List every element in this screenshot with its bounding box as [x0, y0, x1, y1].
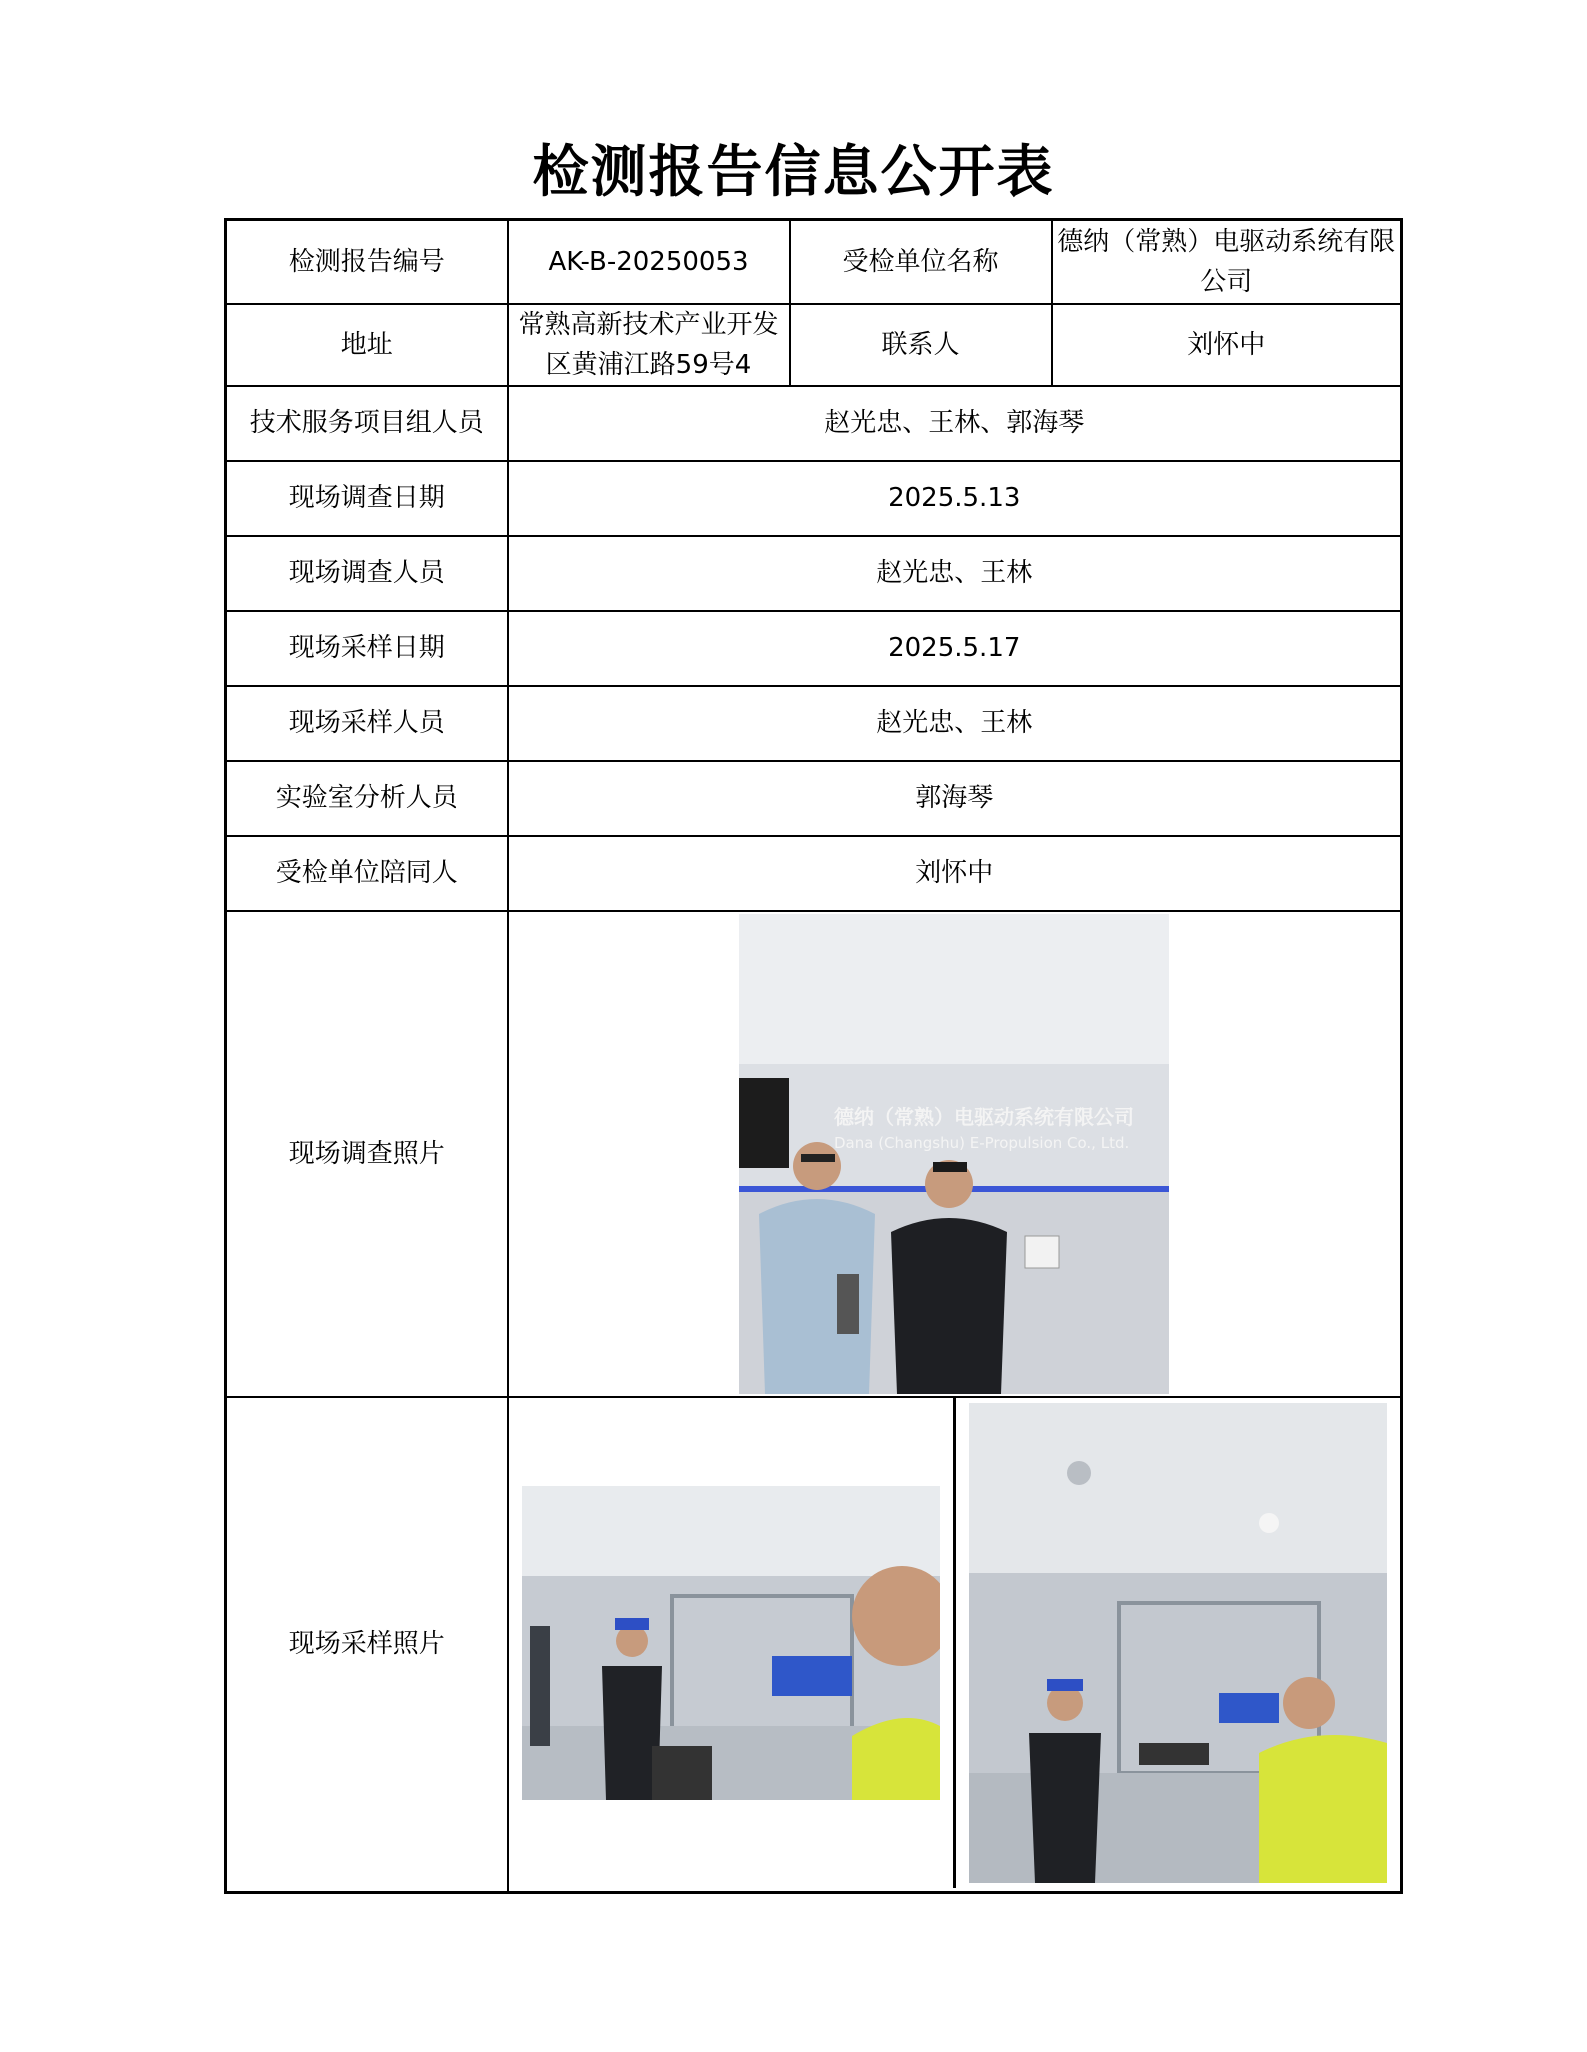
survey-photo: [739, 914, 1169, 1394]
survey-date-value: 2025.5.13: [508, 461, 1402, 536]
sampling-date-value: 2025.5.17: [508, 611, 1402, 686]
table-row: [226, 686, 1402, 761]
sampling-photo-cell: [508, 1397, 1402, 1893]
table-row: [226, 836, 1402, 911]
address-label: 地址: [226, 304, 508, 386]
lab-analyst-label: 实验室分析人员: [226, 761, 508, 836]
sampling-photo-2: [969, 1403, 1387, 1883]
contact-value: 刘怀中: [1052, 304, 1402, 386]
table-row: [226, 461, 1402, 536]
sampling-date-label: 现场采样日期: [226, 611, 508, 686]
accompanying-person-value: 刘怀中: [508, 836, 1402, 911]
wall-sign-cn: 德纳（常熟）电驱动系统有限公司: [834, 1104, 1135, 1129]
accompanying-person-label: 受检单位陪同人: [226, 836, 508, 911]
survey-photo-cell: [508, 911, 1402, 1397]
report-no-value: AK-B-20250053: [508, 220, 790, 304]
wall-sign-en: Dana (Changshu) E-Propulsion Co., Ltd.: [834, 1133, 1130, 1152]
report-no-label: 检测报告编号: [226, 220, 508, 304]
client-name-label: 受检单位名称: [790, 220, 1052, 304]
page-title: 检测报告信息公开表: [532, 139, 1055, 205]
table-row-report-no: [226, 220, 1402, 304]
client-name-value: 德纳（常熟）电驱动系统有限公司: [1052, 220, 1402, 304]
report-info-table: [224, 218, 1403, 1894]
table-row: [226, 611, 1402, 686]
survey-staff-label: 现场调查人员: [226, 536, 508, 611]
table-row: [226, 536, 1402, 611]
survey-date-label: 现场调查日期: [226, 461, 508, 536]
table-row-sampling-photo: [226, 1397, 1402, 1893]
table-row-survey-photo: [226, 911, 1402, 1397]
sampling-staff-value: 赵光忠、王林: [508, 686, 1402, 761]
project-team-value: 赵光忠、王林、郭海琴: [508, 386, 1402, 461]
sampling-staff-label: 现场采样人员: [226, 686, 508, 761]
table-row-address: [226, 304, 1402, 386]
survey-staff-value: 赵光忠、王林: [508, 536, 1402, 611]
table-row: [226, 386, 1402, 461]
table-row: [226, 761, 1402, 836]
project-team-label: 技术服务项目组人员: [226, 386, 508, 461]
sampling-photo-1: [522, 1486, 940, 1800]
sampling-photo-label: 现场采样照片: [226, 1397, 508, 1893]
survey-photo-label: 现场调查照片: [226, 911, 508, 1397]
address-value: 常熟高新技术产业开发区黄浦江路59号4: [508, 304, 790, 386]
lab-analyst-value: 郭海琴: [508, 761, 1402, 836]
contact-label: 联系人: [790, 304, 1052, 386]
